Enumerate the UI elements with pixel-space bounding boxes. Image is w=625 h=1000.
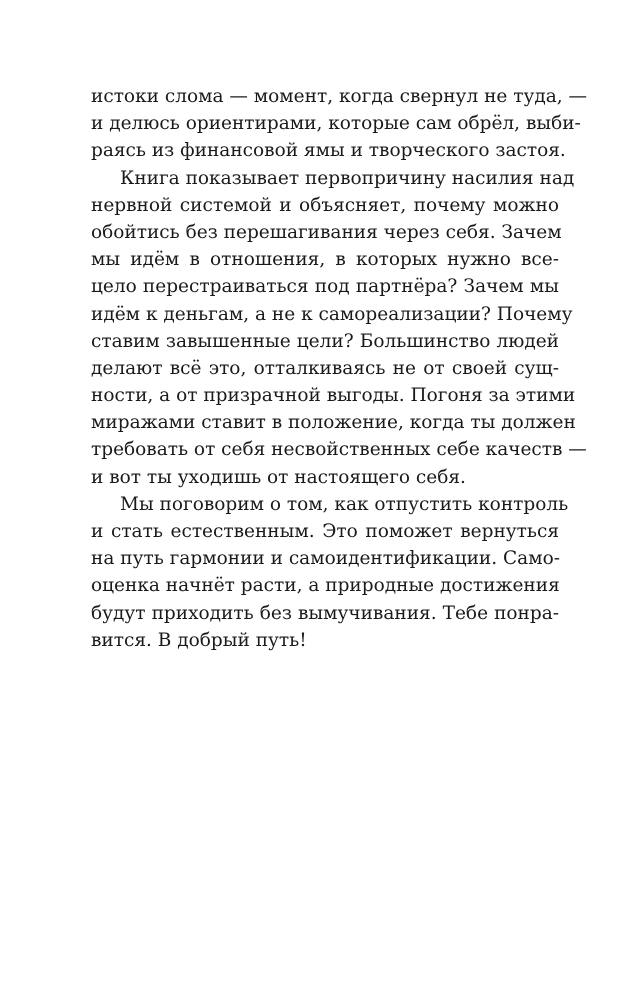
- text-line: нервной системой и объясняет, почему можно: [91, 194, 559, 216]
- text-line: раясь из финансовой ямы и творческого застоя.: [91, 140, 566, 162]
- text-line: мы идём в отношения, в которых нужно все-: [91, 249, 559, 271]
- paragraph-3: [91, 491, 569, 654]
- text-line: оценка начнёт расти, а природные достижения: [91, 575, 560, 597]
- text-line: истоки слома — момент, когда свернул не туда, —: [91, 86, 588, 107]
- text-line: и стать естественным. Это поможет вернуться: [91, 521, 559, 542]
- text-line: миражами ставит в положение, когда ты должен: [91, 412, 576, 434]
- text-line: и делюсь ориентирами, которые сам обрёл, выби-: [91, 113, 581, 135]
- text-line: и вот ты уходишь от настоящего себя.: [91, 466, 466, 488]
- text-line: делают всё это, отталкиваясь не от своей сущ-: [91, 357, 559, 379]
- paragraph-1: [91, 83, 588, 165]
- text-line: на путь гармонии и самоидентификации. Само-: [91, 548, 560, 570]
- text-line: идём к деньгам, а не к самореализации? Почему: [91, 303, 573, 325]
- text-line: ности, а от призрачной выгоды. Погоня за этими: [91, 385, 576, 407]
- text-line: цело перестраиваться под партнёра? Зачем мы: [91, 276, 559, 298]
- text-line: вится. В добрый путь!: [91, 629, 307, 651]
- text-line: Мы поговорим о том, как отпустить контроль: [120, 493, 569, 515]
- body-text: [91, 83, 588, 654]
- text-line: ставим завышенные цели? Большинство людей: [91, 330, 559, 352]
- text-line: требовать от себя несвойственных себе качеств —: [91, 439, 587, 461]
- text-line: Книга показывает первопричину насилия над: [120, 167, 575, 189]
- paragraph-2: [91, 165, 587, 491]
- text-line: обойтись без перешагивания через себя. Зачем: [91, 221, 562, 243]
- text-line: будут приходить без вымучивания. Тебе понра-: [91, 602, 559, 624]
